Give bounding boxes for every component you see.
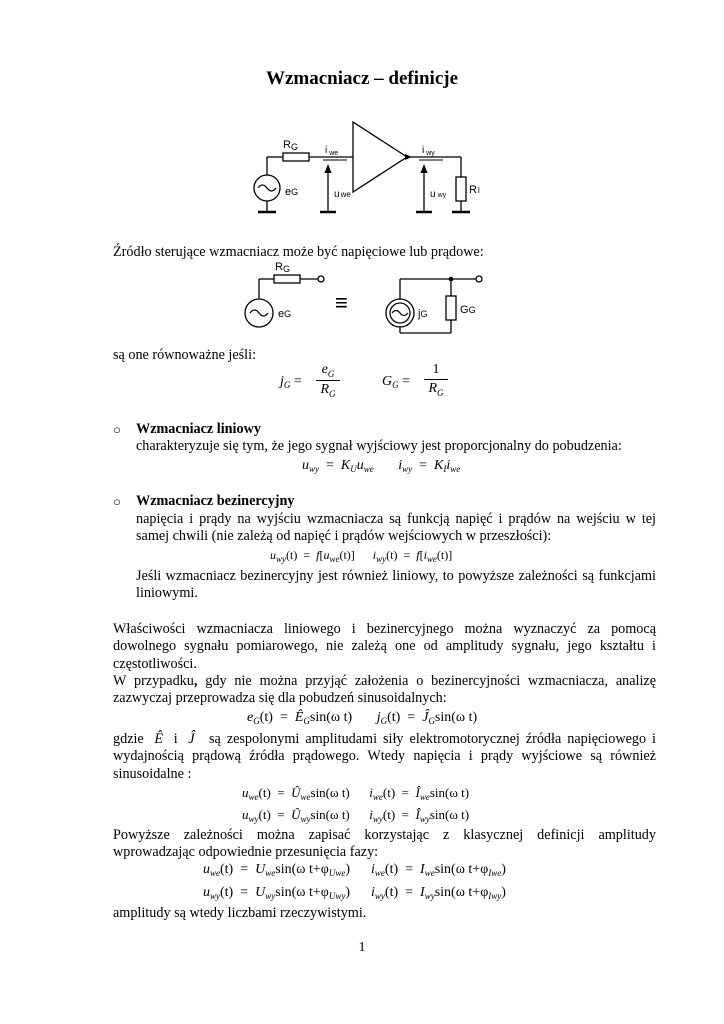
bullet-symbol: ○ bbox=[113, 422, 121, 437]
eq-gg-fraction: 1 $R_G$ bbox=[424, 362, 448, 398]
label-rg: RG bbox=[275, 261, 290, 274]
bullet-heading-linear: Wzmacniacz liniowy bbox=[136, 421, 261, 437]
label-eg: eG bbox=[278, 308, 292, 320]
para-where: są zespolonymi amplitudami siły elektromotorycznej źródła napięciowego i wydajnością prądową źródła prądowego. Wtedy napięcia i prądy wyjściowe są również sinusoidalne : bbox=[113, 731, 656, 782]
label-jg: jG bbox=[418, 308, 428, 320]
label-gg: GG bbox=[460, 304, 476, 316]
bullet-symbol: ○ bbox=[113, 494, 121, 509]
label-uwe: uwe bbox=[334, 189, 351, 200]
para-real: Powyższe zależności można zapisać korzystając z klasycznej definicji amplitudy wprowadzając odpowiednie przesunięcia fazy: bbox=[113, 827, 656, 861]
eq-phase-2: $u_{wy}(t) = U_{wy}\sin(\omega$ $t+\varphi_{Uwy}$) $i_{wy}(t) = I_{wy}\sin(\omega$ $t+\varphi_{Iwy}$) bbox=[203, 885, 506, 901]
page-number: 1 bbox=[358, 940, 366, 955]
label-uwy: u wy bbox=[430, 189, 447, 200]
eq-jg-fraction: $e_G$ $R_G$ bbox=[316, 362, 340, 399]
bullet-heading-noninertial: Wzmacniacz bezinercyjny bbox=[136, 493, 295, 509]
source-equivalence-diagram bbox=[230, 258, 490, 346]
para-properties: Właściwości wzmacniacza liniowego i bezinercyjnego można wyznaczyć za pomocą dowolnego sygnału pomiarowego, nie zależą one od amplitudy sygnału, jego kształtu i częstotliwości. bbox=[113, 621, 656, 672]
para-equiv: są one równoważne jeśli: bbox=[113, 347, 257, 363]
eq-phase-1: $u_{we}(t) = U_{we}\sin(\omega$ $t+\varphi_{Uwe}$) $i_{we}(t) = I_{we}\sin(\omega$ $t+\varphi_{Iwe}$) bbox=[203, 862, 506, 878]
label-rg: RG bbox=[283, 139, 298, 152]
eq-gg-lhs: $G_G$ = bbox=[382, 374, 411, 390]
eq-noninertial: $u_{wy}(t) = f[u_{we}(t)]$ $i_{wy}(t) = f[i_{we}(t)]$ bbox=[270, 548, 453, 564]
label-iwy: i $_{wy}$ bbox=[422, 145, 435, 157]
eq-jg-lhs: $j_G$ = bbox=[280, 374, 302, 390]
bullet-text-noninertial: napięcia i prądy na wyjściu wzmacniacza są funkcją napięć i prądów na wejściu w tej samej chwili (nie zależą od napięć i prądów wejściowych w przeszłości): bbox=[136, 511, 656, 545]
page-title: Wzmacniacz – definicje bbox=[265, 68, 459, 89]
bullet-text-linear: charakteryzuje się tym, że jego sygnał wyjściowy jest proporcjonalny do pobudzenia: bbox=[136, 438, 622, 454]
amplifier-diagram bbox=[225, 115, 485, 230]
para-where-start: gdzie Ê i Ĵ bbox=[113, 731, 195, 747]
para-case: W przypadku, gdy nie można przyjąć założenia o bezinercyjności wzmacniacza, analizę zazwyczaj przeprowadza się dla pobudzeń sinusoidalnych: bbox=[113, 673, 657, 707]
eq-outputs-2: $u_{wy}(t)$ = $Û_{wy}\sin(\omega$ t) $i_{wy}(t)$ = $Î_{wy}\sin(\omega$ t) bbox=[242, 807, 470, 824]
eq-linear: $u_{wy} = K_Uu_{we}$ $i_{wy} = K_Ii_{we}$ bbox=[302, 458, 461, 474]
para-last: amplitudy są wtedy liczbami rzeczywistymi. bbox=[113, 905, 367, 921]
para-source: Źródło sterujące wzmacniacz może być napięciowe lub prądowe: bbox=[113, 244, 484, 260]
equivalence-sign: ≡ bbox=[335, 290, 348, 315]
eq-sinusoidal-inputs: $e_G(t)$ = $Ê_G\sin(\omega$ t) $j_G(t)$ = $Ĵ_G\sin(\omega$ t) bbox=[247, 710, 478, 726]
eq-outputs-1: $u_{we}(t)$ = $Û_{we}\sin(\omega$ t) $i_{we}(t)$ = $Î_{we}\sin(\omega$ t) bbox=[242, 785, 470, 802]
label-iwe: i $_{we}$ bbox=[325, 145, 339, 157]
label-eg: eG bbox=[285, 186, 299, 198]
bullet-text2-noninertial: Jeśli wzmacniacz bezinercyjny jest również liniowy, to powyższe zależności są funkcjami liniowymi. bbox=[136, 568, 656, 602]
label-rl: Rl bbox=[469, 184, 480, 196]
